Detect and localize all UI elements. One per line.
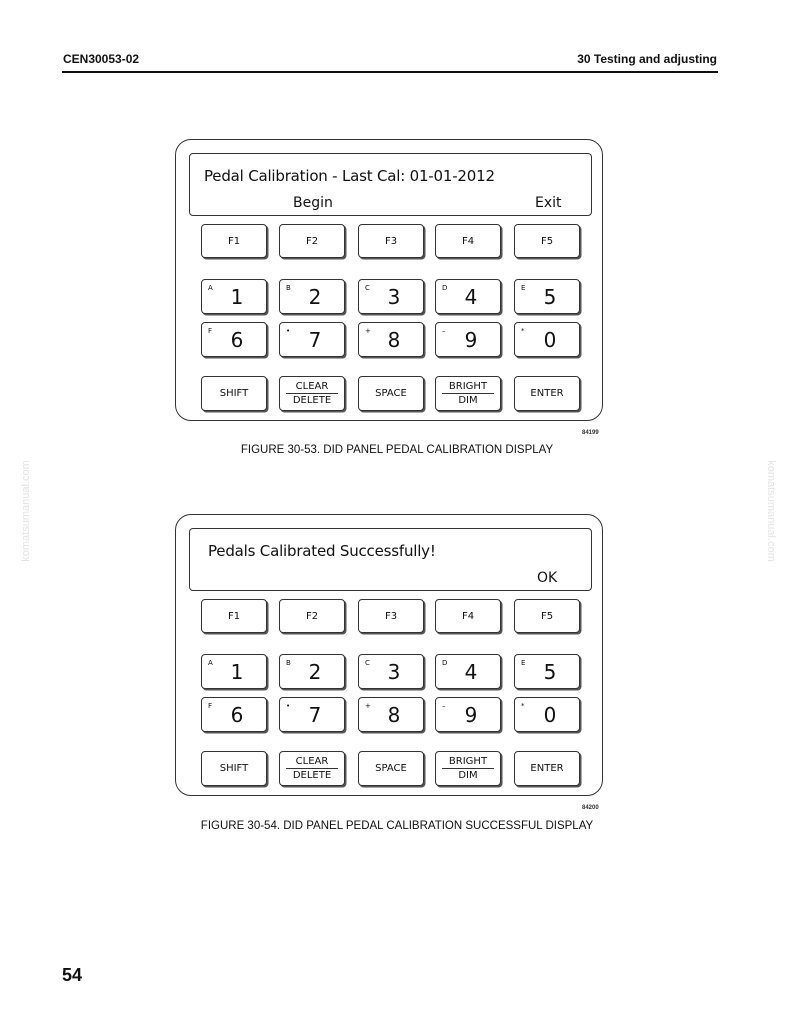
- space-key[interactable]: SPACE: [358, 376, 424, 411]
- key-6[interactable]: F 6: [201, 697, 267, 732]
- figure-caption: FIGURE 30-53. DID PANEL PEDAL CALIBRATION DISPLAY: [240, 444, 554, 456]
- clear-delete-key[interactable]: CLEAR DELETE: [279, 376, 345, 411]
- section-title: 30 Testing and adjusting: [577, 52, 717, 66]
- f3-key[interactable]: F3: [358, 224, 424, 258]
- page-number: 54: [62, 965, 83, 985]
- header-rule: [62, 71, 718, 73]
- bright-dim-key[interactable]: BRIGHT DIM: [435, 751, 501, 786]
- screen-message: Pedal Calibration - Last Cal: 01-01-2012: [204, 167, 495, 185]
- enter-key[interactable]: ENTER: [514, 376, 580, 411]
- f2-key[interactable]: F2: [279, 599, 345, 633]
- document-code: CEN30053-02: [63, 52, 140, 66]
- key-0[interactable]: * 0: [514, 322, 580, 357]
- softkey-exit[interactable]: Exit: [535, 195, 562, 211]
- key-1[interactable]: A 1: [201, 654, 267, 689]
- clear-delete-key[interactable]: CLEAR DELETE: [279, 751, 345, 786]
- key-8[interactable]: + 8: [358, 322, 424, 357]
- key-1[interactable]: A 1: [201, 279, 267, 314]
- key-6[interactable]: F 6: [201, 322, 267, 357]
- did-panel-success: [175, 514, 603, 796]
- key-9[interactable]: – 9: [435, 697, 501, 732]
- softkey-ok[interactable]: OK: [537, 570, 558, 586]
- watermark-right: komatsumanual.com: [764, 460, 777, 562]
- key-7[interactable]: • 7: [279, 322, 345, 357]
- f5-key[interactable]: F5: [514, 224, 580, 258]
- key-4[interactable]: D 4: [435, 279, 501, 314]
- key-3[interactable]: C 3: [358, 279, 424, 314]
- f4-key[interactable]: F4: [435, 224, 501, 258]
- key-5[interactable]: E 5: [514, 279, 580, 314]
- f1-key[interactable]: F1: [201, 599, 267, 633]
- figure-id: 84199: [582, 430, 599, 436]
- key-3[interactable]: C 3: [358, 654, 424, 689]
- key-7[interactable]: • 7: [279, 697, 345, 732]
- f4-key[interactable]: F4: [435, 599, 501, 633]
- key-2[interactable]: B 2: [279, 654, 345, 689]
- f5-key[interactable]: F5: [514, 599, 580, 633]
- key-4[interactable]: D 4: [435, 654, 501, 689]
- enter-key[interactable]: ENTER: [514, 751, 580, 786]
- screen-message: Pedals Calibrated Successfully!: [208, 542, 436, 560]
- f2-key[interactable]: F2: [279, 224, 345, 258]
- f1-key[interactable]: F1: [201, 224, 267, 258]
- key-0[interactable]: * 0: [514, 697, 580, 732]
- panel-screen: [189, 528, 592, 591]
- f3-key[interactable]: F3: [358, 599, 424, 633]
- softkey-begin[interactable]: Begin: [293, 195, 333, 211]
- key-5[interactable]: E 5: [514, 654, 580, 689]
- watermark-left: komatsumanual.com: [19, 460, 32, 562]
- panel-screen: [189, 153, 592, 216]
- key-9[interactable]: – 9: [435, 322, 501, 357]
- key-2[interactable]: B 2: [279, 279, 345, 314]
- figure-id: 84200: [582, 805, 599, 811]
- shift-key[interactable]: SHIFT: [201, 376, 267, 411]
- bright-dim-key[interactable]: BRIGHT DIM: [435, 376, 501, 411]
- space-key[interactable]: SPACE: [358, 751, 424, 786]
- shift-key[interactable]: SHIFT: [201, 751, 267, 786]
- figure-caption: FIGURE 30-54. DID PANEL PEDAL CALIBRATION SUCCESSFUL DISPLAY: [200, 820, 594, 832]
- did-panel-calibration: [175, 139, 603, 421]
- key-8[interactable]: + 8: [358, 697, 424, 732]
